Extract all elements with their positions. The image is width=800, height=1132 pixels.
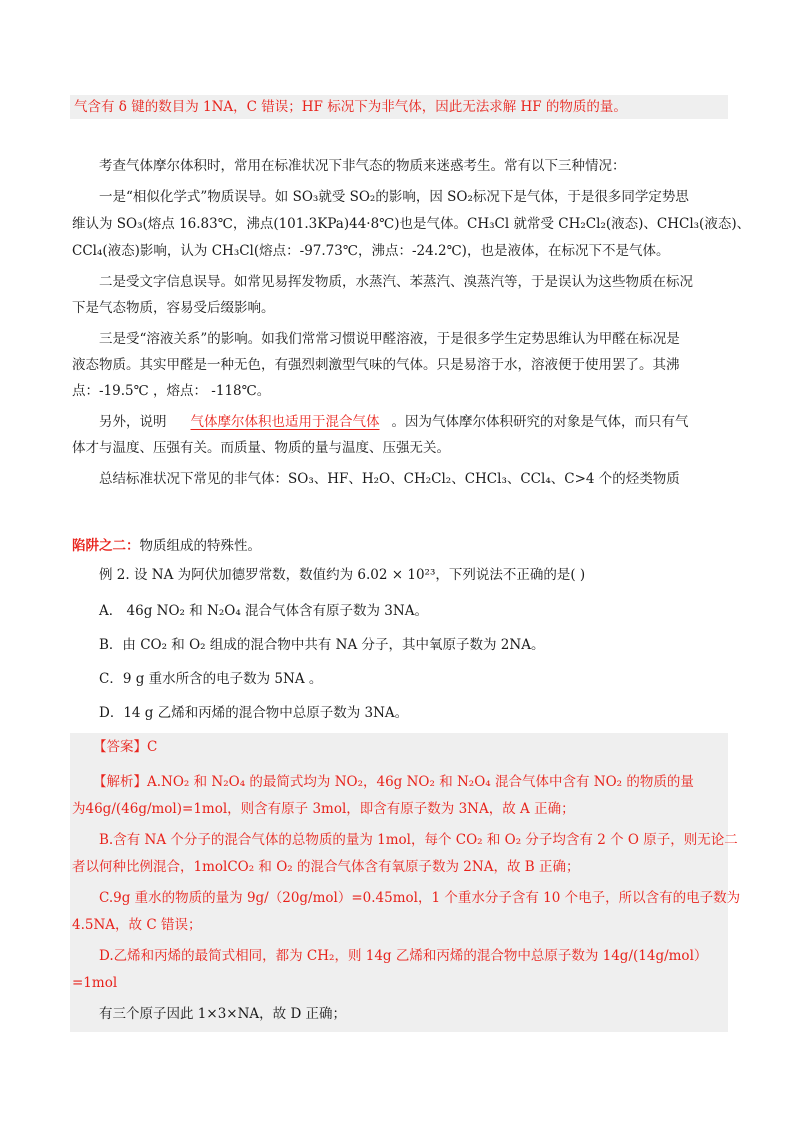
intro-paragraph-2-line-3: CCl₄(液态)影响，认为 CH₃Cl(熔点：-97.73℃，沸点：-24.2℃)，也是液体，在标况下不是气体。 (72, 243, 670, 259)
intro-paragraph-3-line-1: 二是受文字信息误导。如常见易挥发物质，水蒸汽、苯蒸汽、溴蒸汽等，于是误认为这些物质在标况 (99, 274, 693, 290)
paragraph-5-prefix: 另外，说明 (99, 414, 167, 430)
trap-heading (72, 536, 261, 556)
intro-paragraph-1: 考查气体摩尔体积时，常用在标准状况下非气态的物质来迷惑考生。常有以下三种情况： (99, 158, 626, 174)
analysis-c-line-2: 4.5NA，故 C 错误； (72, 917, 202, 933)
intro-paragraph-2-line-1: 一是“相似化学式”物质误导。如 SO₃就受 SO₂的影响，因 SO₂标况下是气体，于是很多同学定势思 (99, 189, 689, 205)
example-stem: 例 2. 设 NA 为阿伏加德罗常数，数值约为 6.02 × 10²³，下列说法不正确的是( ) (99, 567, 586, 583)
analysis-d-line-2: =1mol (72, 975, 118, 991)
analysis-d-line-3: 有三个原子因此 1×3×NA，故 D 正确； (99, 1006, 347, 1022)
option-b: B．由 CO₂ 和 O₂ 组成的混合物中共有 NA 分子，其中氧原子数为 2NA。 (99, 637, 545, 653)
intro-paragraph-5-line-1 (99, 412, 689, 432)
trap-label: 陷阱之二： (72, 538, 140, 554)
analysis-b-line-2: 者以何种比例混合，1molCO₂ 和 O₂ 的混合气体含有氧原子数为 2NA，故 B 正确； (72, 859, 580, 875)
option-a: A． 46g NO₂ 和 N₂O₄ 混合气体含有原子数为 3NA。 (99, 603, 428, 619)
trap-title: 物质组成的特殊性。 (139, 538, 261, 554)
analysis-a-line-1: 【解析】A.NO₂ 和 N₂O₄ 的最简式均为 NO₂，46g NO₂ 和 N₂O₄ 混合气体中含有 NO₂ 的物质的量 (93, 774, 694, 790)
intro-paragraph-3-line-2: 下是气态物质，容易受后缀影响。 (72, 300, 275, 316)
analysis-d-line-1: D.乙烯和丙烯的最简式相同，都为 CH₂，则 14g 乙烯和丙烯的混合物中总原子数为 14g/(14g/mol） (99, 948, 708, 964)
analysis-a-line-2: 为46g/(46g/mol)=1mol，则含有原子 3mol，即含有原子数为 3NA，故 A 正确； (72, 801, 575, 817)
analysis-b-line-1: B.含有 NA 个分子的混合气体的总物质的量为 1mol，每个 CO₂ 和 O₂ 分子均含有 2 个 O 原子，则无论二 (99, 832, 738, 848)
intro-paragraph-4-line-2: 液态物质。其实甲醛是一种无色，有强烈刺激型气味的气体。只是易溶于水，溶液便于使用罢了。其沸 (72, 357, 680, 373)
paragraph-5-suffix: 。因为气体摩尔体积研究的对象是气体，而只有气 (391, 414, 689, 430)
intro-paragraph-4-line-1: 三是受“溶液关系”的影响。如我们常常习惯说甲醛溶液，于是很多学生定势思维认为甲醛在标况是 (99, 331, 680, 347)
top-note: 气含有 δ 键的数目为 1NA，C 错误；HF 标况下为非气体，因此无法求解 HF 的物质的量。 (74, 99, 627, 115)
intro-paragraph-4-line-3: 点：-19.5℃ ，熔点： -118℃。 (72, 383, 271, 399)
fill-in-blank-answer: 气体摩尔体积也适用于混合气体 (190, 414, 380, 430)
intro-paragraph-6: 总结标准状况下常见的非气体：SO₃、HF、H₂O、CH₂Cl₂、CHCl₃、CCl₄、C>4 个的烃类物质 (99, 471, 680, 487)
intro-paragraph-5-line-2: 体才与温度、压强有关。而质量、物质的量与温度、压强无关。 (72, 440, 450, 456)
intro-paragraph-2-line-2: 维认为 SO₃(熔点 16.83℃，沸点(101.3KPa)44·8℃)也是气体。CH₃Cl 就常受 CH₂Cl₂(液态)、CHCl₃(液态)、 (72, 216, 751, 232)
answer-label: 【答案】C (93, 739, 158, 755)
option-c: C．9 g 重水所含的电子数为 5NA 。 (99, 671, 323, 687)
analysis-c-line-1: C.9g 重水的物质的量为 9g/（20g/mol）=0.45mol，1 个重水分子含有 10 个电子，所以含有的电子数为 (99, 890, 741, 906)
option-d: D．14 g 乙烯和丙烯的混合物中总原子数为 3NA。 (99, 705, 409, 721)
